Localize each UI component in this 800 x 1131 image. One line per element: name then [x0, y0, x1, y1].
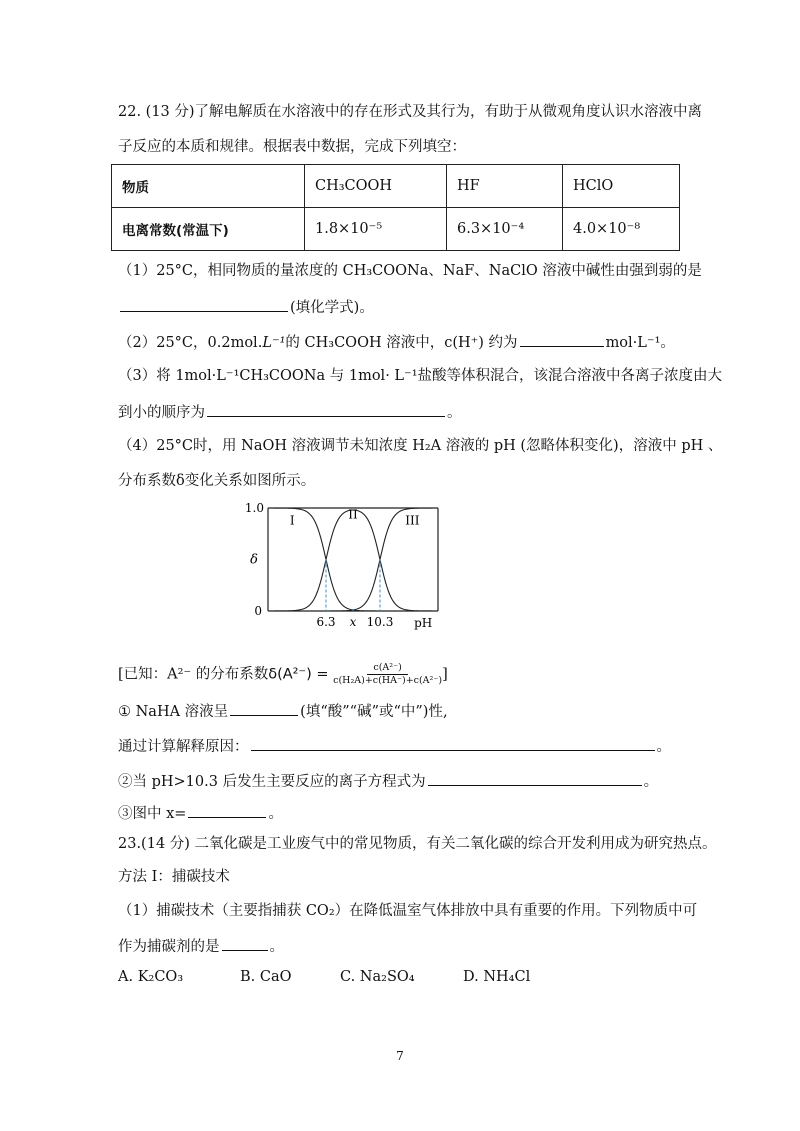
q22-part3-suffix: 。	[447, 405, 462, 421]
q22-stem-line1: 22. (13 分)了解电解质在水溶液中的存在形式及其行为，有助于从微观角度认识水溶液中离	[118, 104, 703, 120]
q22-sub3-a: ③图中 x=	[118, 806, 187, 822]
q22-sub2-b: 。	[643, 774, 659, 790]
table-cell: CH₃COOH	[305, 165, 447, 208]
q22-sub1-line2b: 。	[656, 739, 671, 755]
answer-blank[interactable]	[188, 802, 266, 818]
q22-stem-line2: 子反应的本质和规律。根据表中数据，完成下列填空：	[118, 139, 466, 155]
table-row	[112, 208, 680, 251]
answer-blank[interactable]	[520, 331, 604, 347]
x-axis-label: pH	[414, 616, 433, 630]
q22-part2-d: mol·L⁻¹。	[605, 335, 675, 351]
page-number: 7	[396, 1049, 404, 1063]
q22-sub3	[118, 802, 283, 824]
q22-part4-line1: （4）25°C时，用 NaOH 溶液调节未知浓度 H₂A 溶液的 pH (忽略体积变化)，溶液中 pH 、	[118, 438, 723, 454]
known-prefix: [已知：A²⁻ 的分布系数	[118, 666, 269, 683]
q23-method: 方法 I：捕碳技术	[118, 869, 230, 885]
q22-part4-line2: 分布系数δ变化关系如图所示。	[118, 473, 316, 489]
known-suffix: ]	[442, 666, 448, 683]
table-cell: 4.0×10⁻⁸	[563, 208, 680, 251]
q22-sub1-line1	[118, 700, 448, 722]
series-label-I: I	[289, 513, 295, 528]
q23-part1-prefix: 作为捕碳剂的是	[118, 939, 220, 955]
q23-part1-line2	[118, 935, 284, 957]
fraction	[333, 662, 442, 687]
q22-part2-a: （2）25°C，0.2mol.	[118, 335, 263, 351]
table-row-label: 电离常数(常温下)	[112, 208, 305, 251]
q22-sub1-line2a: 通过计算解释原因：	[118, 739, 249, 755]
series-label-II: II	[348, 507, 358, 522]
q23-stem: 23.(14 分) 二氧化碳是工业废气中的常见物质，有关二氧化碳的综合开发利用成为研究热点。	[118, 836, 717, 852]
q22-part1-suffix: (填化学式)。	[290, 300, 374, 316]
q22-part1-line2	[118, 296, 374, 318]
x-tick-label: 10.3	[366, 615, 394, 629]
x-tick-label: x	[349, 615, 357, 629]
y-tick-label: 1.0	[244, 501, 264, 515]
q22-sub2-a: ②当 pH>10.3 后发生主要反应的离子方程式为	[118, 774, 426, 790]
x-tick-label: 6.3	[316, 615, 336, 629]
option-c: C. Na₂SO₄	[340, 969, 415, 985]
q22-sub3-b: 。	[268, 806, 283, 822]
q22-part1-line1: （1）25°C，相同物质的量浓度的 CH₃COONa、NaF、NaClO 溶液中碱性由强到弱的是	[118, 263, 702, 279]
ionization-constant-table	[111, 164, 680, 251]
q22-part3-line2	[118, 401, 462, 423]
q22-part2-c: 的 CH₃COOH 溶液中，c(H⁺) 约为	[285, 335, 518, 351]
table-cell: HClO	[563, 165, 680, 208]
answer-blank[interactable]	[428, 770, 642, 786]
q23-part1-suffix: 。	[269, 939, 284, 955]
table-cell: HF	[447, 165, 563, 208]
table-header-cell: 物质	[112, 165, 305, 208]
table-cell: 1.8×10⁻⁵	[305, 208, 447, 251]
q22-sub1-b: (填“酸”“碱”或“中”)性,	[300, 704, 448, 720]
q22-part2-unit: L⁻¹	[262, 335, 286, 351]
q22-part3-line1: （3）将 1mol·L⁻¹CH₃COONa 与 1mol· L⁻¹盐酸等体积混合，该混合溶液中各离子浓度由大	[118, 368, 723, 384]
q22-sub1-a: ① NaHA 溶液呈	[118, 704, 229, 720]
q22-sub2	[118, 770, 658, 792]
distribution-chart	[230, 496, 490, 636]
answer-blank[interactable]	[251, 735, 655, 751]
answer-blank[interactable]	[222, 935, 268, 951]
y-axis-label: δ	[250, 552, 258, 568]
option-a: A. K₂CO₃	[118, 969, 184, 985]
q23-part1-line1: （1）捕碳技术（主要指捕获 CO₂）在降低温室气体排放中具有重要的作用。下列物质中可	[118, 903, 698, 919]
q22-sub1-line2	[118, 735, 671, 757]
q22-part2	[118, 331, 675, 353]
fraction-denominator: c(H₂A)+c(HA⁻)+c(A²⁻)	[333, 675, 443, 686]
known-formula	[118, 662, 448, 687]
answer-blank[interactable]	[120, 296, 288, 312]
option-d: D. NH₄Cl	[463, 969, 531, 985]
y-tick-label: 0	[254, 604, 262, 618]
option-b: B. CaO	[240, 969, 292, 985]
series-label-III: III	[405, 513, 420, 528]
fraction-numerator: c(A²⁻)	[367, 662, 407, 675]
q22-part3-prefix: 到小的顺序为	[118, 405, 205, 421]
known-lhs: δ(A²⁻) =	[268, 666, 329, 683]
table-cell: 6.3×10⁻⁴	[447, 208, 563, 251]
answer-blank[interactable]	[230, 700, 298, 716]
answer-blank[interactable]	[207, 401, 445, 417]
table-row	[112, 165, 680, 208]
